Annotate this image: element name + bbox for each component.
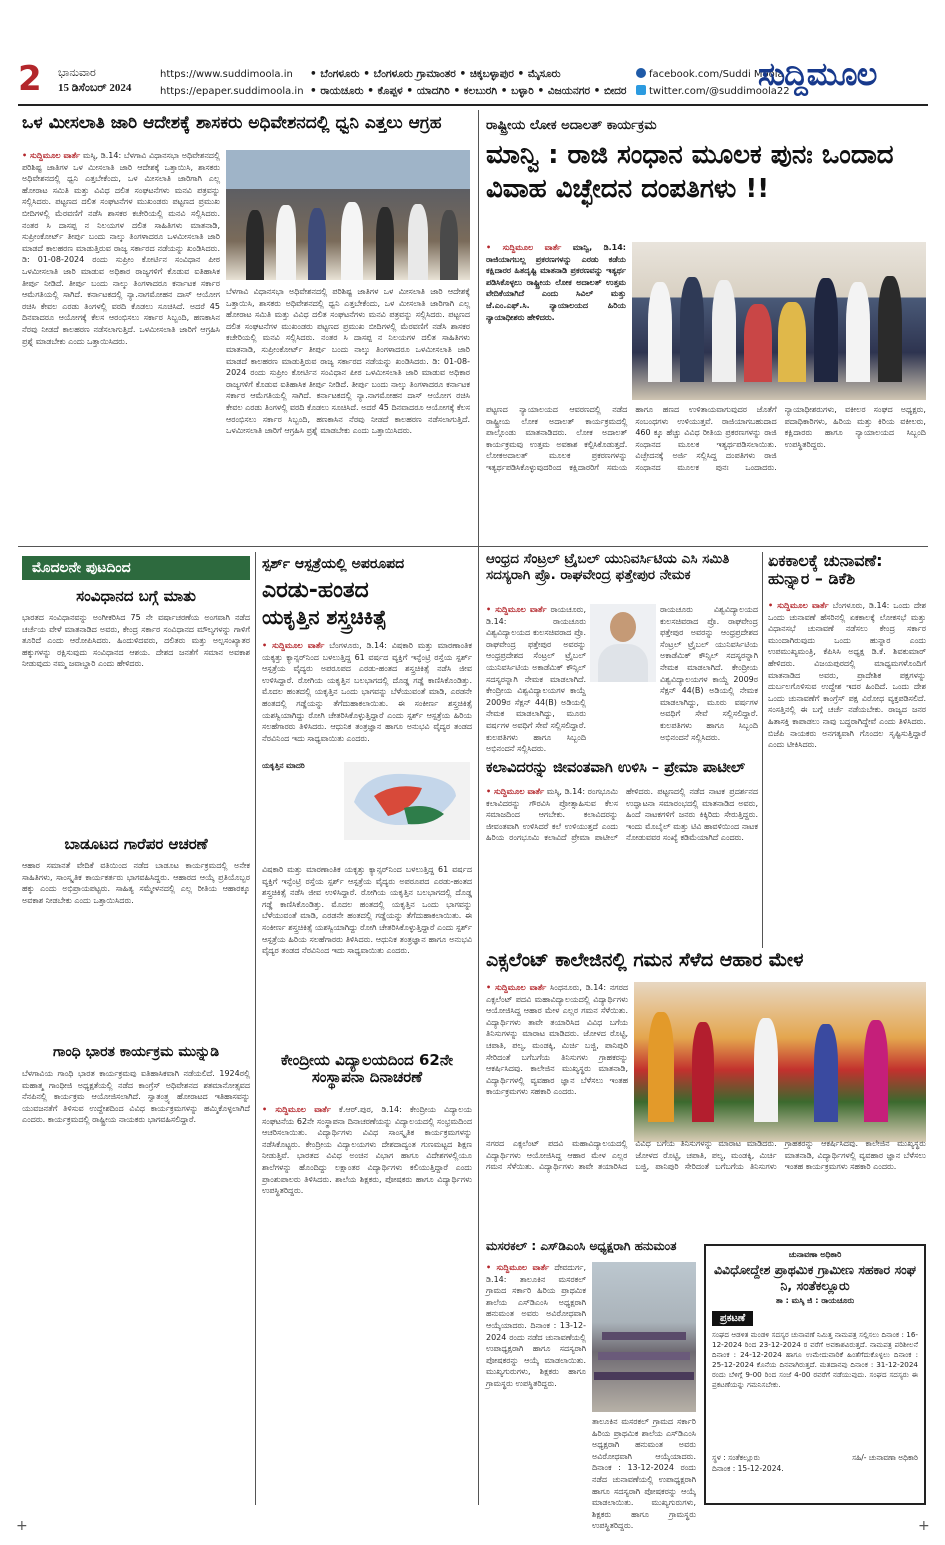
story2-text xyxy=(486,404,926,540)
twitter-link: twitter.com/@suddimoola22 xyxy=(649,86,790,97)
story3-caption: ಯಕೃತ್ತಿನ ಮಾದರಿ xyxy=(262,761,305,770)
crop-mark-left: + xyxy=(16,1518,28,1534)
cities-row-1: • ಬೆಂಗಳೂರು • ಬೆಂಗಳೂರು ಗ್ರಾಮಾಂತರ • ಚಿಕ್ಕಬಳ್ಳಾಪುರ • ಮೈಸೂರು xyxy=(310,68,561,80)
story8-text-2: ನಗರದ ಎಕ್ಸಲೆಂಟ್ ಪದವಿ ಮಹಾವಿದ್ಯಾಲಯದಲ್ಲಿ ವಿದ್ಯಾರ್ಥಿಗಳು ಆಯೋಜಿಸಿದ್ದ ಆಹಾರ ಮೇಳ ಎಲ್ಲರ ಗಮನ ಸೆಳೆಯಿತು. ವಿದ್ಯಾರ್ಥಿಗಳು ತಾವೇ ತಯಾರಿಸಿದ ವಿವಿಧ ಬಗೆಯ ತಿನಿಸುಗಳನ್ನು ಮಾರಾಟ ಮಾಡಿದರು. ಜೋಳದ ರೊಟ್ಟಿ, ಚಪಾತಿ, ಪಲ್ಯ, ಮಂಡಕ್ಕಿ, ಮಿರ್ಚಿ ಬಜ್ಜಿ, ಪಾನಿಪುರಿ ಸೇರಿದಂತೆ ಬಗೆಬಗೆಯ ತಿನಿಸುಗಳು ಗ್ರಾಹಕರನ್ನು ಆಕರ್ಷಿಸಿದವು. ಕಾಲೇಜಿನ ಮುಖ್ಯಸ್ಥರು ಮಾತನಾಡಿ, ವಿದ್ಯಾರ್ಥಿಗಳಲ್ಲಿ ವ್ಯವಹಾರ ಜ್ಞಾನ ಬೆಳೆಸಲು ಇಂತಹ ಕಾರ್ಯಕ್ರಮಗಳು ಸಹಕಾರಿ ಎಂದರು. xyxy=(486,1139,926,1172)
story4-place: ಕೆ.ಆರ್.ಪುರ, ಡಿ.14: xyxy=(330,1105,402,1114)
story5-place: ರಾಯಚೂರು, ಡಿ.14: xyxy=(486,605,586,626)
story3-byline: • ಸುದ್ದಿಮೂಲ ವಾರ್ತೆ xyxy=(262,641,325,650)
facebook-link: facebook.com/Suddi Moola xyxy=(649,69,784,80)
story3-headline-c[interactable]: ಯಕೃತ್ತಿನ ಶಸ್ತ್ರಚಿಕಿತ್ಸೆ xyxy=(262,605,387,629)
story4-byline: • ಸುದ್ದಿಮೂಲ ವಾರ್ತೆ xyxy=(262,1105,331,1114)
election-notice-ad xyxy=(704,1244,926,1505)
story9-photo xyxy=(592,1262,696,1412)
story7-body: ರಂಗಭೂಮಿ ಕಲಾವಿದರನ್ನು ಗೌರವಿಸಿ ಪ್ರೋತ್ಸಾಹಿಸುವ ಕೆಲಸ ಸಮಾಜದಿಂದ ಆಗಬೇಕು. ಕಲಾವಿದರನ್ನು ಜೀವಂತವಾಗಿ ಉಳಿಸಿದರೆ ಕಲೆ ಉಳಿಯುತ್ತದೆ ಎಂದು ಹಿರಿಯ ರಂಗಭೂಮಿ ಕಲಾವಿದೆ ಪ್ರೇಮಾ ಪಾಟೀಲ್ ಹೇಳಿದರು. ಪಟ್ಟಣದಲ್ಲಿ ನಡೆದ ನಾಟಕ ಪ್ರದರ್ಶನದ ಉದ್ಘಾಟನಾ ಸಮಾರಂಭದಲ್ಲಿ ಮಾತನಾಡಿದ ಅವರು, ಹಿಂದೆ ನಾಟಕಗಳಿಗೆ ಜನರು ಕಿಕ್ಕಿರಿದು ಸೇರುತ್ತಿದ್ದರು. ಇಂದು ಮೊಬೈಲ್ ಮತ್ತು ಟಿವಿ ಹಾವಳಿಯಿಂದ ನಾಟಕ ನೋಡುವವರ ಸಂಖ್ಯೆ ಕಡಿಮೆಯಾಗಿದೆ ಎಂದರು. xyxy=(486,787,758,843)
story2-byline: • ಸುದ್ದಿಮೂಲ ವಾರ್ತೆ xyxy=(486,243,562,252)
story1-body-continued: ಬೆಳಗಾವಿ ವಿಧಾನಸಭಾ ಅಧಿವೇಶನದಲ್ಲಿ ಪರಿಶಿಷ್ಟ ಜಾತಿಗಳ ಒಳ ಮೀಸಲಾತಿ ಜಾರಿ ಆದೇಶಕ್ಕೆ ಒತ್ತಾಯಿಸಿ, ಶಾಸಕರು ಅಧಿವೇಶನದಲ್ಲಿ ಧ್ವನಿ ಎತ್ತಬೇಕೆಂದು, ಒಳ ಮೀಸಲಾತಿ ಜಾರಿಗಾಗಿ ಎಲ್ಲ ಹೋರಾಟ ಸಮಿತಿ ಮತ್ತು ವಿವಿಧ ದಲಿತ ಸಂಘಟನೆಗಳು ಮನವಿ ಪತ್ರವನ್ನು ಸಲ್ಲಿಸಿದರು. ಪಟ್ಟಣದ ದಲಿತ ಸಂಘಟನೆಗಳ ಮುಖಂಡರು ಪಟ್ಟಣದ ಪ್ರಮುಖ ಬೀದಿಗಳಲ್ಲಿ ಮೆರವಣಿಗೆ ನಡೆಸಿ ಶಾಸಕರ ಕಚೇರಿಯಲ್ಲಿ ಮನವಿ ಸಲ್ಲಿಸಿದರು. ನಂತರ ಸಿ ದಾಸಪ್ಪ ನ ನಿಲಯಗಳ ದಲಿತ ಸಾಹಿತಿಗಳು ಮಾತನಾಡಿ, ಸುಪ್ರೀಂಕೋರ್ಟ್ ತೀರ್ಪು ಬಂದು ನಾಲ್ಕು ತಿಂಗಳಾದರೂ ಒಳಮೀಸಲಾತಿ ಜಾರಿ ಮಾಡದೆ ಕಾಲಹರಣ ಮಾಡುತ್ತಿರುವ ರಾಜ್ಯ ಸರ್ಕಾರದ ನಡೆಯನ್ನು ಖಂಡಿಸಿದರು. ಡಿ: 01-08-2024 ರಂದು ಸುಪ್ರೀಂ ಕೋರ್ಟಿನ ಸಂವಿಧಾನ ಪೀಠ ಒಳಮೀಸಲಾತಿ ಜಾರಿ ಮಾಡುವ ಅಧಿಕಾರ ರಾಜ್ಯಗಳಿಗೆ ಕೊಡುವ ಐತಿಹಾಸಿಕ ತೀರ್ಪು ನೀಡಿದೆ. ತೀರ್ಪು ಬಂದು ನಾಲ್ಕು ತಿಂಗಳಾದರೂ ಕರ್ನಾಟಕ ಸರ್ಕಾರ ಆಮೆಗತಿಯಲ್ಲಿ ಸಾಗಿದೆ. ಕರ್ನಾಟಕದಲ್ಲಿ ನ್ಯಾ.ನಾಗಮೋಹನ ದಾಸ್ ಆಯೋಗ ರಚಿಸಿ ಕೇವಲ ಎರಡು ತಿಂಗಳಲ್ಲಿ ವರದಿ ಕೊಡಲು ಸೂಚಿಸಿದೆ. ಅದರೆ 45 ದಿನವಾದರೂ ಆಯೋಗಕ್ಕೆ ಕೆಲಸ ಆರಂಭಿಸಲು ಸರ್ಕಾರ ಸಿಬ್ಬಂದಿ, ಹಣಕಾಸಿನ ನೆರವು ನೀಡದೆ ಕಾಲಹರಣ ನಡೆಸಲಾಗುತ್ತಿದೆ. ಒಳಮೀಸಲಾತಿ ಜಾರಿಗೆ ಆಗ್ರಹಿಸಿ ಪ್ರಶ್ನೆ ಮಾಡಬೇಕು ಎಂದು ಒತ್ತಾಯಿಸಿದರು. xyxy=(226,287,470,436)
story3-text-2: ವಿಷಕಾರಿ ಮತ್ತು ಮಾರಣಾಂತಿಕ ಯಕೃತ್ತು ಕ್ಯಾನ್ಸರ್‌ನಿಂದ ಬಳಲುತ್ತಿದ್ದ 61 ವರ್ಷದ ವ್ಯಕ್ತಿಗೆ ಇನ್ಫೆಂಟ್ರಿ ರಸ್ತೆಯ ಸ್ಪರ್ಶ್ ಆಸ್ಪತ್ರೆಯ ವೈದ್ಯರು ಅಪರೂಪದ ಎರಡು-ಹಂತದ ಶಸ್ತ್ರಚಿಕಿತ್ಸೆ ನಡೆಸಿ ಜೀವ ಉಳಿಸಿದ್ದಾರೆ. ರೋಗಿಯ ಯಕೃತ್ತಿನ ಬಲಭಾಗದಲ್ಲಿ ದೊಡ್ಡ ಗಡ್ಡೆ ಕಾಣಿಸಿಕೊಂಡಿತ್ತು. ಮೊದಲ ಹಂತದಲ್ಲಿ ಯಕೃತ್ತಿನ ಒಂದು ಭಾಗವನ್ನು ಬೆಳೆಯುವಂತೆ ಮಾಡಿ, ಎರಡನೇ ಹಂತದಲ್ಲಿ ಗಡ್ಡೆಯನ್ನು ತೆಗೆದುಹಾಕಲಾಯಿತು. ಈ ಸಂಕೀರ್ಣ ಶಸ್ತ್ರಚಿಕಿತ್ಸೆ ಯಶಸ್ವಿಯಾಗಿದ್ದು ರೋಗಿ ಚೇತರಿಸಿಕೊಳ್ಳುತ್ತಿದ್ದಾರೆ ಎಂದು ಸ್ಪರ್ಶ್ ಆಸ್ಪತ್ರೆಯ ಹಿರಿಯ ಸಲಹೆಗಾರರು ತಿಳಿಸಿದರು. ಆಧುನಿಕ ತಂತ್ರಜ್ಞಾನ ಹಾಗೂ ಅನುಭವಿ ವೈದ್ಯರ ತಂಡದ ನೆರವಿನಿಂದ ಇದು ಸಾಧ್ಯವಾಯಿತು ಎಂದರು. xyxy=(262,865,472,956)
story6-text xyxy=(768,600,926,944)
ad-place: ಸ್ಥಳ : ಸಂತೆಕಲ್ಲೂರು xyxy=(712,1453,760,1462)
cities-row-2: • ರಾಯಚೂರು • ಕೊಪ್ಪಳ • ಯಾದಗಿರಿ • ಕಲಬುರಗಿ • ಬಳ್ಳಾರಿ • ವಿಜಯನಗರ • ಬೀದರ xyxy=(310,85,627,97)
story5-headline[interactable]: ಆಂಧ್ರದ ಸೆಂಟ್ರಲ್ ಟ್ರೈಬಲ್ ಯುನಿವರ್ಸಿಟಿಯ ಎಸಿ ಸಮಿತಿ ಸದಸ್ಯರಾಗಿ ಪ್ರೊ. ರಾಘವೇಂದ್ರ ಫತ್ತೇಪುರ ನೇಮಕ xyxy=(486,551,730,583)
story6-byline: • ಸುದ್ದಿಮೂಲ ವಾರ್ತೆ xyxy=(768,601,829,610)
continued-text-3: ಬೆಳಗಾವಿಯ ಗಾಂಧಿ ಭಾರತ ಕಾರ್ಯಕ್ರಮವು ಐತಿಹಾಸಿಕವಾಗಿ ನಡೆಯಲಿದೆ. 1924ರಲ್ಲಿ ಮಹಾತ್ಮ ಗಾಂಧೀಜಿ ಅಧ್ಯಕ್ಷತೆಯಲ್ಲಿ ನಡೆದ ಕಾಂಗ್ರೆಸ್ ಅಧಿವೇಶನದ ಶತಮಾನೋತ್ಸವದ ನೆನಪಿನಲ್ಲಿ ಕಾರ್ಯಕ್ರಮ ಆಯೋಜಿಸಲಾಗಿದೆ. ಸ್ವಾತಂತ್ರ್ಯ ಹೋರಾಟದ ಇತಿಹಾಸವನ್ನು ಯುವಜನತೆಗೆ ತಿಳಿಸುವ ಉದ್ದೇಶದಿಂದ ವಿವಿಧ ಕಾರ್ಯಕ್ರಮಗಳನ್ನು ಹಮ್ಮಿಕೊಳ್ಳಲಾಗಿದೆ ಎಂದರು. ಕಾರ್ಯಕ್ರಮದಲ್ಲಿ ರಾಷ್ಟ್ರೀಯ ನಾಯಕರು ಭಾಗವಹಿಸಲಿದ್ದಾರೆ. xyxy=(22,1069,250,1125)
header-rule xyxy=(18,104,928,106)
story6-body: ಒಂದು ದೇಶ ಒಂದು ಚುನಾವಣೆ ಹೆಸರಿನಲ್ಲಿ ಏಕಕಾಲಕ್ಕೆ ಲೋಕಸಭೆ ಮತ್ತು ವಿಧಾನಸಭೆ ಚುನಾವಣೆ ನಡೆಸಲು ಕೇಂದ್ರ ಸರ್ಕಾರ ಮುಂದಾಗಿರುವುದು ಒಂದು ಹುನ್ನಾರ ಎಂದು ಉಪಮುಖ್ಯಮಂತ್ರಿ, ಕೆಪಿಸಿಸಿ ಅಧ್ಯಕ್ಷ ಡಿ.ಕೆ. ಶಿವಕುಮಾರ್ ಹೇಳಿದರು. ವಿಜಯಪುರದಲ್ಲಿ ಮಾಧ್ಯಮಗಳೊಂದಿಗೆ ಮಾತನಾಡಿದ ಅವರು, ಪ್ರಾದೇಶಿಕ ಪಕ್ಷಗಳನ್ನು ದುರ್ಬಲಗೊಳಿಸುವ ಉದ್ದೇಶ ಇದರ ಹಿಂದಿದೆ. ಒಂದು ದೇಶ ಒಂದು ಚುನಾವಣೆಗೆ ಕಾಂಗ್ರೆಸ್ ಪಕ್ಷ ವಿರೋಧ ವ್ಯಕ್ತಪಡಿಸಲಿದೆ. ಸಂಸತ್ತಿನಲ್ಲಿ ಈ ಬಗ್ಗೆ ಚರ್ಚೆ ನಡೆಯಬೇಕು. ರಾಜ್ಯದ ಜನರ ಹಿತಾಸಕ್ತಿ ಕಾಪಾಡಲು ನಾವು ಬದ್ಧರಾಗಿದ್ದೇವೆ ಎಂದು ತಿಳಿಸಿದರು. ಬಿಜೆಪಿ ನಾಯಕರು ಅನಗತ್ಯವಾಗಿ ಗೊಂದಲ ಸೃಷ್ಟಿಸುತ್ತಿದ್ದಾರೆ ಎಂದು ಟೀಕಿಸಿದರು. xyxy=(768,601,927,750)
ad-subtitle: ತಾ : ಮಸ್ಕಿ ಜಿ : ರಾಯಚೂರು xyxy=(775,1296,855,1305)
issue-day: ಭಾನುವಾರ xyxy=(58,67,96,79)
column-divider-3 xyxy=(762,552,763,948)
story4-text xyxy=(262,1104,472,1505)
ad-body: ಸಂಘದ ಆಡಳಿತ ಮಂಡಳಿ ಸದಸ್ಯರ ಚುನಾವಣೆ ನಿಮಿತ್ತ ನಾಮಪತ್ರ ಸಲ್ಲಿಸಲು ದಿನಾಂಕ : 16-12-2024 ರಿಂದ 23-12-2024 ರ ವರೆಗೆ ಅವಕಾಶವಿರುತ್ತದೆ. ನಾಮಪತ್ರ ಪರಿಶೀಲನೆ ದಿನಾಂಕ : 24-12-2024 ಹಾಗೂ ಉಮೇದುವಾರಿಕೆ ಹಿಂತೆಗೆದುಕೊಳ್ಳಲು ದಿನಾಂಕ : 25-12-2024 ಕೊನೆಯ ದಿನವಾಗಿರುತ್ತದೆ. ಮತದಾನವು ದಿನಾಂಕ : 31-12-2024 ರಂದು ಬೆಳಿಗ್ಗೆ 9-00 ರಿಂದ ಸಂಜೆ 4-00 ರವರೆಗೆ ನಡೆಯುವುದು. ಸಂಘದ ಸದಸ್ಯರು ಈ ಪ್ರಕಟಣೆಯನ್ನು ಗಮನಿಸಬೇಕು. xyxy=(712,1330,918,1389)
twitter-icon xyxy=(636,85,646,95)
story5-body: ರಾಯಚೂರು ವಿಶ್ವವಿದ್ಯಾಲಯದ ಕುಲಸಚಿವರಾದ ಪ್ರೊ. ರಾಘವೇಂದ್ರ ಫತ್ತೇಪುರ ಅವರನ್ನು ಆಂಧ್ರಪ್ರದೇಶದ ಸೆಂಟ್ರಲ್ ಟ್ರೈಬಲ್ ಯುನಿವರ್ಸಿಟಿಯ ಅಕಾಡೆಮಿಕ್ ಕೌನ್ಸಿಲ್ ಸದಸ್ಯರನ್ನಾಗಿ ನೇಮಕ ಮಾಡಲಾಗಿದೆ. ಕೇಂದ್ರೀಯ ವಿಶ್ವವಿದ್ಯಾಲಯಗಳ ಕಾಯ್ದೆ 2009ರ ಸೆಕ್ಷನ್ 44(B) ಅಡಿಯಲ್ಲಿ ನೇಮಕ ಮಾಡಲಾಗಿದ್ದು, ಮೂರು ವರ್ಷಗಳ ಅವಧಿಗೆ ಸೇವೆ ಸಲ್ಲಿಸಲಿದ್ದಾರೆ. ಕುಲಪತಿಗಳು ಹಾಗೂ ಸಿಬ್ಬಂದಿ ಅಭಿನಂದನೆ ಸಲ್ಲಿಸಿದರು. xyxy=(486,616,586,754)
continued-head-1[interactable]: ಸಂವಿಧಾನದ ಬಗ್ಗೆ ಮಾತು xyxy=(76,587,196,605)
issue-date: 15 ಡಿಸೆಂಬರ್ 2024 xyxy=(58,82,132,94)
mid-rule xyxy=(18,546,928,547)
story1-headline[interactable]: ಒಳ ಮೀಸಲಾತಿ ಜಾರಿ ಆದೇಶಕ್ಕೆ ಶಾಸಕರು ಅಧಿವೇಶನದಲ್ಲಿ ಧ್ವನಿ ಎತ್ತಲು ಆಗ್ರಹ xyxy=(22,113,442,133)
story9-headline[interactable]: ಮಸರಕಲ್ : ಎಸ್‌ಡಿಎಂಸಿ ಅಧ್ಯಕ್ಷರಾಗಿ ಹನುಮಂತ xyxy=(486,1239,677,1253)
header-links xyxy=(160,66,304,100)
facebook-icon xyxy=(636,68,646,78)
epaper-link[interactable]: https://epaper.suddimoola.in xyxy=(160,86,304,97)
story8-byline: • ಸುದ್ದಿಮೂಲ ವಾರ್ತೆ xyxy=(486,983,547,992)
liver-icon xyxy=(344,762,470,840)
ad-top-line: ಚುನಾವಣಾ ಅಧಿಕಾರಿ xyxy=(788,1250,842,1259)
story2-body: ಪಟ್ಟಣದ ನ್ಯಾಯಾಲಯದ ಆವರಣದಲ್ಲಿ ನಡೆದ ರಾಷ್ಟ್ರೀಯ ಲೋಕ ಅದಾಲತ್ ಕಾರ್ಯಕ್ರಮದಲ್ಲಿ ಪಾಲ್ಗೊಂಡು ಮಾತನಾಡಿದರು. ಲೋಕ ಅದಾಲತ್ ಕಾರ್ಯಕ್ರಮವು ಉತ್ತಮ ಅವಕಾಶ ಕಲ್ಪಿಸಿಕೊಡುತ್ತದೆ. ಲೋಕಅದಾಲತ್ ಮೂಲಕ ಪ್ರಕರಣಗಳನ್ನು ಇತ್ಯರ್ಥಪಡಿಸಿಕೊಳ್ಳುವುದರಿಂದ ಕಕ್ಷಿದಾರರಿಗೆ ಸಮಯ ಹಾಗೂ ಹಣದ ಉಳಿತಾಯವಾಗುವುದರ ಜೊತೆಗೆ ಸಂಬಂಧಗಳು ಉಳಿಯುತ್ತವೆ. ರಾಜಿಯಾಗಬಹುದಾದ 460 ಕ್ಕೂ ಹೆಚ್ಚು ವಿವಿಧ ರೀತಿಯ ಪ್ರಕರಣಗಳನ್ನು ರಾಜಿ ಸಂಧಾನದ ಮೂಲಕ ಇತ್ಯರ್ಥಪಡಿಸಲಾಯಿತು. ವಿಚ್ಛೇದನಕ್ಕೆ ಅರ್ಜಿ ಸಲ್ಲಿಸಿದ್ದ ದಂಪತಿಗಳು ರಾಜಿ ಸಂಧಾನದ ಮೂಲಕ ಪುನಃ ಒಂದಾದರು. ನ್ಯಾಯಾಧೀಶರುಗಳು, ವಕೀಲರ ಸಂಘದ ಅಧ್ಯಕ್ಷರು, ಪದಾಧಿಕಾರಿಗಳು, ಹಿರಿಯ ಮತ್ತು ಕಿರಿಯ ವಕೀಲರು, ಕಕ್ಷಿದಾರರು ಹಾಗೂ ನ್ಯಾಯಾಲಯದ ಸಿಬ್ಬಂದಿ ಉಪಸ್ಥಿತರಿದ್ದರು. xyxy=(486,405,926,472)
ad-footer xyxy=(712,1452,918,1474)
story2-headline[interactable]: ಮಾನ್ವಿ : ರಾಜಿ ಸಂಧಾನ ಮೂಲಕ ಪುನಃ ಒಂದಾದ ವಿವಾಹ ವಿಚ್ಛೇದನ ದಂಪತಿಗಳು !! xyxy=(486,140,894,204)
story7-place: ಮಸ್ಕಿ, ಡಿ.14: xyxy=(544,787,586,796)
column-divider-2 xyxy=(255,552,256,1505)
continued-section-label: ಮೊದಲನೇ ಪುಟದಿಂದ xyxy=(22,556,250,580)
story8-headline[interactable]: ಎಕ್ಸಲೆಂಟ್ ಕಾಲೇಜಿನಲ್ಲಿ ಗಮನ ಸೆಳೆದ ಆಹಾರ ಮೇಳ xyxy=(486,949,804,971)
ad-date: ದಿನಾಂಕ : 15-12-2024. xyxy=(712,1464,784,1473)
crop-mark-right: + xyxy=(918,1518,930,1534)
story4-headline[interactable]: ಕೇಂದ್ರೀಯ ವಿದ್ಯಾಲಯದಿಂದ 62ನೇ ಸಂಸ್ಥಾಪನಾ ದಿನಾಚರಣೆ xyxy=(280,1051,454,1087)
story8-photo xyxy=(634,982,926,1142)
story3-body: ವಿಷಕಾರಿ ಮತ್ತು ಮಾರಣಾಂತಿಕ ಯಕೃತ್ತು ಕ್ಯಾನ್ಸರ್‌ನಿಂದ ಬಳಲುತ್ತಿದ್ದ 61 ವರ್ಷದ ವ್ಯಕ್ತಿಗೆ ಇನ್ಫೆಂಟ್ರಿ ರಸ್ತೆಯ ಸ್ಪರ್ಶ್ ಆಸ್ಪತ್ರೆಯ ವೈದ್ಯರು ಅಪರೂಪದ ಎರಡು-ಹಂತದ ಶಸ್ತ್ರಚಿಕಿತ್ಸೆ ನಡೆಸಿ ಜೀವ ಉಳಿಸಿದ್ದಾರೆ. ರೋಗಿಯ ಯಕೃತ್ತಿನ ಬಲಭಾಗದಲ್ಲಿ ದೊಡ್ಡ ಗಡ್ಡೆ ಕಾಣಿಸಿಕೊಂಡಿತ್ತು. ಮೊದಲ ಹಂತದಲ್ಲಿ ಯಕೃತ್ತಿನ ಒಂದು ಭಾಗವನ್ನು ಬೆಳೆಯುವಂತೆ ಮಾಡಿ, ಎರಡನೇ ಹಂತದಲ್ಲಿ ಗಡ್ಡೆಯನ್ನು ತೆಗೆದುಹಾಕಲಾಯಿತು. ಈ ಸಂಕೀರ್ಣ ಶಸ್ತ್ರಚಿಕಿತ್ಸೆ ಯಶಸ್ವಿಯಾಗಿದ್ದು ರೋಗಿ ಚೇತರಿಸಿಕೊಳ್ಳುತ್ತಿದ್ದಾರೆ ಎಂದು ಸ್ಪರ್ಶ್ ಆಸ್ಪತ್ರೆಯ ಹಿರಿಯ ಸಲಹೆಗಾರರು ತಿಳಿಸಿದರು. ಆಧುನಿಕ ತಂತ್ರಜ್ಞಾನ ಹಾಗೂ ಅನುಭವಿ ವೈದ್ಯರ ತಂಡದ ನೆರವಿನಿಂದ ಇದು ಸಾಧ್ಯವಾಯಿತು ಎಂದರು. xyxy=(262,641,473,743)
story6-headline[interactable]: ಏಕಕಾಲಕ್ಕೆ ಚುನಾವಣೆ: ಹುನ್ನಾರ – ಡಿಕೆಶಿ xyxy=(768,551,883,589)
ad-notice-badge: ಪ್ರಕಟಣೆ xyxy=(712,1311,753,1326)
ad-title: ವಿವಿಧೋದ್ದೇಶ ಪ್ರಾಥಮಿಕ ಗ್ರಾಮೀಣ ಸಹಕಾರ ಸಂಘ ನಿ, ಸಂತೆಕಲ್ಲೂರು xyxy=(713,1262,917,1293)
story7-byline: • ಸುದ್ದಿಮೂಲ ವಾರ್ತೆ xyxy=(486,787,545,796)
continued-text-1: ಭಾರತದ ಸಂವಿಧಾನವನ್ನು ಅಂಗೀಕರಿಸಿದ 75 ನೇ ವರ್ಷಾಚರಣೆಯ ಅಂಗವಾಗಿ ನಡೆದ ಚರ್ಚೆಯ ವೇಳೆ ಮಾತನಾಡಿದ ಅವರು, ಕೇಂದ್ರ ಸರ್ಕಾರ ಸಂವಿಧಾನದ ಮೌಲ್ಯಗಳನ್ನು ಗಾಳಿಗೆ ತೂರಿದೆ ಎಂದು ಆರೋಪಿಸಿದರು. ಹಿಂದುಳಿದವರು, ದಲಿತರು ಮತ್ತು ಅಲ್ಪಸಂಖ್ಯಾತರ ಹಕ್ಕುಗಳನ್ನು ರಕ್ಷಿಸುವುದು ಸಂವಿಧಾನದ ಆಶಯ. ದೇಶದ ಜನತೆಗೆ ಸಮಾನ ಅವಕಾಶ ನೀಡುವುದು ನಮ್ಮ ಜವಾಬ್ದಾರಿ ಎಂದು ಹೇಳಿದರು. xyxy=(22,613,250,669)
story1-text xyxy=(22,150,220,540)
story5-text-2: ರಾಯಚೂರು ವಿಶ್ವವಿದ್ಯಾಲಯದ ಕುಲಸಚಿವರಾದ ಪ್ರೊ. ರಾಘವೇಂದ್ರ ಫತ್ತೇಪುರ ಅವರನ್ನು ಆಂಧ್ರಪ್ರದೇಶದ ಸೆಂಟ್ರಲ್ ಟ್ರೈಬಲ್ ಯುನಿವರ್ಸಿಟಿಯ ಅಕಾಡೆಮಿಕ್ ಕೌನ್ಸಿಲ್ ಸದಸ್ಯರನ್ನಾಗಿ ನೇಮಕ ಮಾಡಲಾಗಿದೆ. ಕೇಂದ್ರೀಯ ವಿಶ್ವವಿದ್ಯಾಲಯಗಳ ಕಾಯ್ದೆ 2009ರ ಸೆಕ್ಷನ್ 44(B) ಅಡಿಯಲ್ಲಿ ನೇಮಕ ಮಾಡಲಾಗಿದ್ದು, ಮೂರು ವರ್ಷಗಳ ಅವಧಿಗೆ ಸೇವೆ ಸಲ್ಲಿಸಲಿದ್ದಾರೆ. ಕುಲಪತಿಗಳು ಹಾಗೂ ಸಿಬ್ಬಂದಿ ಅಭಿನಂದನೆ ಸಲ್ಲಿಸಿದರು. xyxy=(660,605,758,742)
story1-body: ಬೆಳಗಾವಿ ವಿಧಾನಸಭಾ ಅಧಿವೇಶನದಲ್ಲಿ ಪರಿಶಿಷ್ಟ ಜಾತಿಗಳ ಒಳ ಮೀಸಲಾತಿ ಜಾರಿ ಆದೇಶಕ್ಕೆ ಒತ್ತಾಯಿಸಿ, ಶಾಸಕರು ಅಧಿವೇಶನದಲ್ಲಿ ಧ್ವನಿ ಎತ್ತಬೇಕೆಂದು, ಒಳ ಮೀಸಲಾತಿ ಜಾರಿಗಾಗಿ ಎಲ್ಲ ಹೋರಾಟ ಸಮಿತಿ ಮತ್ತು ವಿವಿಧ ದಲಿತ ಸಂಘಟನೆಗಳು ಮನವಿ ಪತ್ರವನ್ನು ಸಲ್ಲಿಸಿದರು. ಪಟ್ಟಣದ ದಲಿತ ಸಂಘಟನೆಗಳ ಮುಖಂಡರು ಪಟ್ಟಣದ ಪ್ರಮುಖ ಬೀದಿಗಳಲ್ಲಿ ಮೆರವಣಿಗೆ ನಡೆಸಿ ಶಾಸಕರ ಕಚೇರಿಯಲ್ಲಿ ಮನವಿ ಸಲ್ಲಿಸಿದರು. ನಂತರ ಸಿ ದಾಸಪ್ಪ ನ ನಿಲಯಗಳ ದಲಿತ ಸಾಹಿತಿಗಳು ಮಾತನಾಡಿ, ಸುಪ್ರೀಂಕೋರ್ಟ್ ತೀರ್ಪು ಬಂದು ನಾಲ್ಕು ತಿಂಗಳಾದರೂ ಒಳಮೀಸಲಾತಿ ಜಾರಿ ಮಾಡದೆ ಕಾಲಹರಣ ಮಾಡುತ್ತಿರುವ ರಾಜ್ಯ ಸರ್ಕಾರದ ನಡೆಯನ್ನು ಖಂಡಿಸಿದರು. ಡಿ: 01-08-2024 ರಂದು ಸುಪ್ರೀಂ ಕೋರ್ಟಿನ ಸಂವಿಧಾನ ಪೀಠ ಒಳಮೀಸಲಾತಿ ಜಾರಿ ಮಾಡುವ ಅಧಿಕಾರ ರಾಜ್ಯಗಳಿಗೆ ಕೊಡುವ ಐತಿಹಾಸಿಕ ತೀರ್ಪು ನೀಡಿದೆ. ತೀರ್ಪು ಬಂದು ನಾಲ್ಕು ತಿಂಗಳಾದರೂ ಕರ್ನಾಟಕ ಸರ್ಕಾರ ಆಮೆಗತಿಯಲ್ಲಿ ಸಾಗಿದೆ. ಕರ್ನಾಟಕದಲ್ಲಿ ನ್ಯಾ.ನಾಗಮೋಹನ ದಾಸ್ ಆಯೋಗ ರಚಿಸಿ ಕೇವಲ ಎರಡು ತಿಂಗಳಲ್ಲಿ ವರದಿ ಕೊಡಲು ಸೂಚಿಸಿದೆ. ಅದರೆ 45 ದಿನವಾದರೂ ಆಯೋಗಕ್ಕೆ ಕೆಲಸ ಆರಂಭಿಸಲು ಸರ್ಕಾರ ಸಿಬ್ಬಂದಿ, ಹಣಕಾಸಿನ ನೆರವು ನೀಡದೆ ಕಾಲಹರಣ ನಡೆಸಲಾಗುತ್ತಿದೆ. ಒಳಮೀಸಲಾತಿ ಜಾರಿಗೆ ಆಗ್ರಹಿಸಿ ಪ್ರಶ್ನೆ ಮಾಡಬೇಕು ಎಂದು ಒತ್ತಾಯಿಸಿದರು. xyxy=(22,151,220,346)
story3-headline-b[interactable]: ಎರಡು-ಹಂತದ xyxy=(262,578,369,603)
story9-text xyxy=(486,1262,586,1505)
masthead-logo: ಸುದ್ದಿಮೂಲ xyxy=(758,55,877,93)
story5-portrait xyxy=(590,604,656,682)
story1-text-col2 xyxy=(226,286,470,540)
story2-photo xyxy=(632,242,926,400)
story7-headline[interactable]: ಕಲಾವಿದರನ್ನು ಜೀವಂತವಾಗಿ ಉಳಿಸಿ – ಪ್ರೇಮಾ ಪಾಟೀಲ್ xyxy=(486,760,746,776)
story8-text xyxy=(486,982,628,1132)
continued-text-2: ಆಹಾರ ಸಮಾನತೆ ವೇದಿಕೆ ವತಿಯಿಂದ ನಡೆದ ಬಾಡೂಟ ಕಾರ್ಯಕ್ರಮದಲ್ಲಿ ಅನೇಕ ಸಾಹಿತಿಗಳು, ಸಾಂಸ್ಕೃತಿಕ ಕಾರ್ಯಕರ್ತರು ಭಾಗವಹಿಸಿದ್ದರು. ಆಹಾರದ ಆಯ್ಕೆ ಪ್ರತಿಯೊಬ್ಬರ ಹಕ್ಕು ಎಂದು ಅಭಿಪ್ರಾಯಪಟ್ಟರು. ಸಾಹಿತ್ಯ ಸಮ್ಮೇಳನದಲ್ಲಿ ಎಲ್ಲ ರೀತಿಯ ಆಹಾರಕ್ಕೂ ಅವಕಾಶ ನೀಡಬೇಕು ಎಂದು ಒತ್ತಾಯಿಸಿದರು. xyxy=(22,861,250,905)
column-divider xyxy=(478,110,479,1505)
story2-kicker: ರಾಷ್ಟ್ರೀಯ ಲೋಕ ಅದಾಲತ್ ಕಾರ್ಯಕ್ರಮ xyxy=(486,118,657,133)
story3-text xyxy=(262,640,472,755)
page-number: 2 xyxy=(18,59,42,99)
story1-byline: • ಸುದ್ದಿಮೂಲ ವಾರ್ತೆ xyxy=(22,151,81,160)
story3-headline-a[interactable]: ಸ್ಪರ್ಶ್ ಆಸ್ಪತ್ರೆಯಲ್ಲಿ ಅಪರೂಪದ xyxy=(262,556,405,572)
story5-byline: • ಸುದ್ದಿಮೂಲ ವಾರ್ತೆ xyxy=(486,605,547,614)
continued-head-3[interactable]: ಗಾಂಧಿ ಭಾರತ ಕಾರ್ಯಕ್ರಮ ಮುನ್ನುಡಿ xyxy=(52,1044,220,1060)
edition-cities xyxy=(310,66,626,100)
continued-head-2[interactable]: ಬಾಡೂಟದ ಗಾರೆಪರ ಆಚರಣೆ xyxy=(64,835,208,853)
story9-byline: • ಸುದ್ದಿಮೂಲ ವಾರ್ತೆ xyxy=(486,1263,550,1272)
story2-lead-text: ರಾಜಿಯಾಗಬಲ್ಲ ಪ್ರಕರಣಗಳನ್ನು ಎರಡು ಕಡೆಯ ಕಕ್ಷಿದಾರರ ಹಿತದೃಷ್ಟಿ ಮಾತನಾಡಿ ಪ್ರಕರಣವನ್ನು ಇತ್ಯರ್ಥ ಪಡಿಸಿಕೊಳ್ಳಲು ರಾಷ್ಟ್ರೀಯ ಲೋಕ ಅದಾಲತ್ ಉತ್ತಮ ವೇದಿಕೆಯಾಗಿದೆ ಎಂದು ಸಿವಿಲ್ ಮತ್ತು ಜೆ.ಎಂ.ಎಫ್.ಸಿ. ನ್ಯಾಯಾಲಯದ ಹಿರಿಯ ನ್ಯಾಯಾಧೀಶರು ಹೇಳಿದರು. xyxy=(486,254,626,322)
story9-body: ತಾಲೂಕಿನ ಮಸರಕಲ್ ಗ್ರಾಮದ ಸರ್ಕಾರಿ ಹಿರಿಯ ಪ್ರಾಥಮಿಕ ಶಾಲೆಯ ಎಸ್‌ಡಿಎಂಸಿ ಅಧ್ಯಕ್ಷರಾಗಿ ಹನುಮಂತ ಅವರು ಅವಿರೋಧವಾಗಿ ಆಯ್ಕೆಯಾದರು. ದಿನಾಂಕ : 13-12-2024 ರಂದು ನಡೆದ ಚುನಾವಣೆಯಲ್ಲಿ ಉಪಾಧ್ಯಕ್ಷರಾಗಿ ಹಾಗೂ ಸದಸ್ಯರಾಗಿ ಪೋಷಕರನ್ನು ಆಯ್ಕೆ ಮಾಡಲಾಯಿತು. ಮುಖ್ಯಗುರುಗಳು, ಶಿಕ್ಷಕರು ಹಾಗೂ ಗ್ರಾಮಸ್ಥರು ಉಪಸ್ಥಿತರಿದ್ದರು. xyxy=(486,1274,586,1388)
story8-place: ಸಿಂಧನೂರು, ಡಿ.14: xyxy=(546,983,607,992)
story1-place: ಮಸ್ಕಿ, ಡಿ.14: xyxy=(80,151,122,160)
story9-text-2: ತಾಲೂಕಿನ ಮಸರಕಲ್ ಗ್ರಾಮದ ಸರ್ಕಾರಿ ಹಿರಿಯ ಪ್ರಾಥಮಿಕ ಶಾಲೆಯ ಎಸ್‌ಡಿಎಂಸಿ ಅಧ್ಯಕ್ಷರಾಗಿ ಹನುಮಂತ ಅವರು ಅವಿರೋಧವಾಗಿ ಆಯ್ಕೆಯಾದರು. ದಿನಾಂಕ : 13-12-2024 ರಂದು ನಡೆದ ಚುನಾವಣೆಯಲ್ಲಿ ಉಪಾಧ್ಯಕ್ಷರಾಗಿ ಹಾಗೂ ಸದಸ್ಯರಾಗಿ ಪೋಷಕರನ್ನು ಆಯ್ಕೆ ಮಾಡಲಾಯಿತು. ಮುಖ್ಯಗುರುಗಳು, ಶಿಕ್ಷಕರು ಹಾಗೂ ಗ್ರಾಮಸ್ಥರು ಉಪಸ್ಥಿತರಿದ್ದರು. xyxy=(592,1417,696,1531)
story2-lead xyxy=(486,242,626,400)
website-link[interactable]: https://www.suddimoola.in xyxy=(160,69,293,80)
ad-signature: ಸಹಿ/- ಚುನಾವಣಾ ಅಧಿಕಾರಿ xyxy=(852,1453,918,1462)
liver-illustration xyxy=(344,762,470,840)
story9-place: ದೇವದುರ್ಗ, ಡಿ.14: xyxy=(486,1263,586,1284)
story2-place: ಮಾನ್ವಿ, ಡಿ.14: xyxy=(561,243,626,252)
issue-date-block xyxy=(58,66,131,96)
story7-text xyxy=(486,786,758,944)
story8-body: ನಗರದ ಎಕ್ಸಲೆಂಟ್ ಪದವಿ ಮಹಾವಿದ್ಯಾಲಯದಲ್ಲಿ ವಿದ್ಯಾರ್ಥಿಗಳು ಆಯೋಜಿಸಿದ್ದ ಆಹಾರ ಮೇಳ ಎಲ್ಲರ ಗಮನ ಸೆಳೆಯಿತು. ವಿದ್ಯಾರ್ಥಿಗಳು ತಾವೇ ತಯಾರಿಸಿದ ವಿವಿಧ ಬಗೆಯ ತಿನಿಸುಗಳನ್ನು ಮಾರಾಟ ಮಾಡಿದರು. ಜೋಳದ ರೊಟ್ಟಿ, ಚಪಾತಿ, ಪಲ್ಯ, ಮಂಡಕ್ಕಿ, ಮಿರ್ಚಿ ಬಜ್ಜಿ, ಪಾನಿಪುರಿ ಸೇರಿದಂತೆ ಬಗೆಬಗೆಯ ತಿನಿಸುಗಳು ಗ್ರಾಹಕರನ್ನು ಆಕರ್ಷಿಸಿದವು. ಕಾಲೇಜಿನ ಮುಖ್ಯಸ್ಥರು ಮಾತನಾಡಿ, ವಿದ್ಯಾರ್ಥಿಗಳಲ್ಲಿ ವ್ಯವಹಾರ ಜ್ಞಾನ ಬೆಳೆಸಲು ಇಂತಹ ಕಾರ್ಯಕ್ರಮಗಳು ಸಹಕಾರಿ ಎಂದರು. xyxy=(486,983,628,1097)
story5-text xyxy=(486,604,586,754)
story6-place: ಬೆಂಗಳೂರು, ಡಿ.14: xyxy=(828,601,890,610)
story1-photo xyxy=(226,150,470,280)
story4-body: ಕೇಂದ್ರೀಯ ವಿದ್ಯಾಲಯ ಸಂಘಟನೆಯ 62ನೇ ಸಂಸ್ಥಾಪನಾ ದಿನಾಚರಣೆಯನ್ನು ವಿದ್ಯಾಲಯದಲ್ಲಿ ಸಂಭ್ರಮದಿಂದ ಆಚರಿಸಲಾಯಿತು. ವಿದ್ಯಾರ್ಥಿಗಳು ವಿವಿಧ ಸಾಂಸ್ಕೃತಿಕ ಕಾರ್ಯಕ್ರಮಗಳನ್ನು ನಡೆಸಿಕೊಟ್ಟರು. ಕೇಂದ್ರೀಯ ವಿದ್ಯಾಲಯಗಳು ದೇಶದಾದ್ಯಂತ ಗುಣಮಟ್ಟದ ಶಿಕ್ಷಣ ನೀಡುತ್ತಿವೆ. ಭಾರತದ ವಿವಿಧ ಅಂಚಿನ ವಿಭಾಗ ಹಾಗೂ ವಿದೇಶಗಳಲ್ಲಿಯೂ ಶಾಲೆಗಳನ್ನು ಹೊಂದಿದ್ದು ಲಕ್ಷಾಂತರ ವಿದ್ಯಾರ್ಥಿಗಳು ಕಲಿಯುತ್ತಿದ್ದಾರೆ ಎಂದು ಪ್ರಾಂಶುಪಾಲರು ತಿಳಿಸಿದರು. ಶಾಲೆಯ ಶಿಕ್ಷಕರು, ಪೋಷಕರು ಹಾಗೂ ವಿದ್ಯಾರ್ಥಿಗಳು ಉಪಸ್ಥಿತರಿದ್ದರು. xyxy=(262,1105,472,1196)
story3-place: ಬೆಂಗಳೂರು, ಡಿ.14: xyxy=(324,641,387,650)
